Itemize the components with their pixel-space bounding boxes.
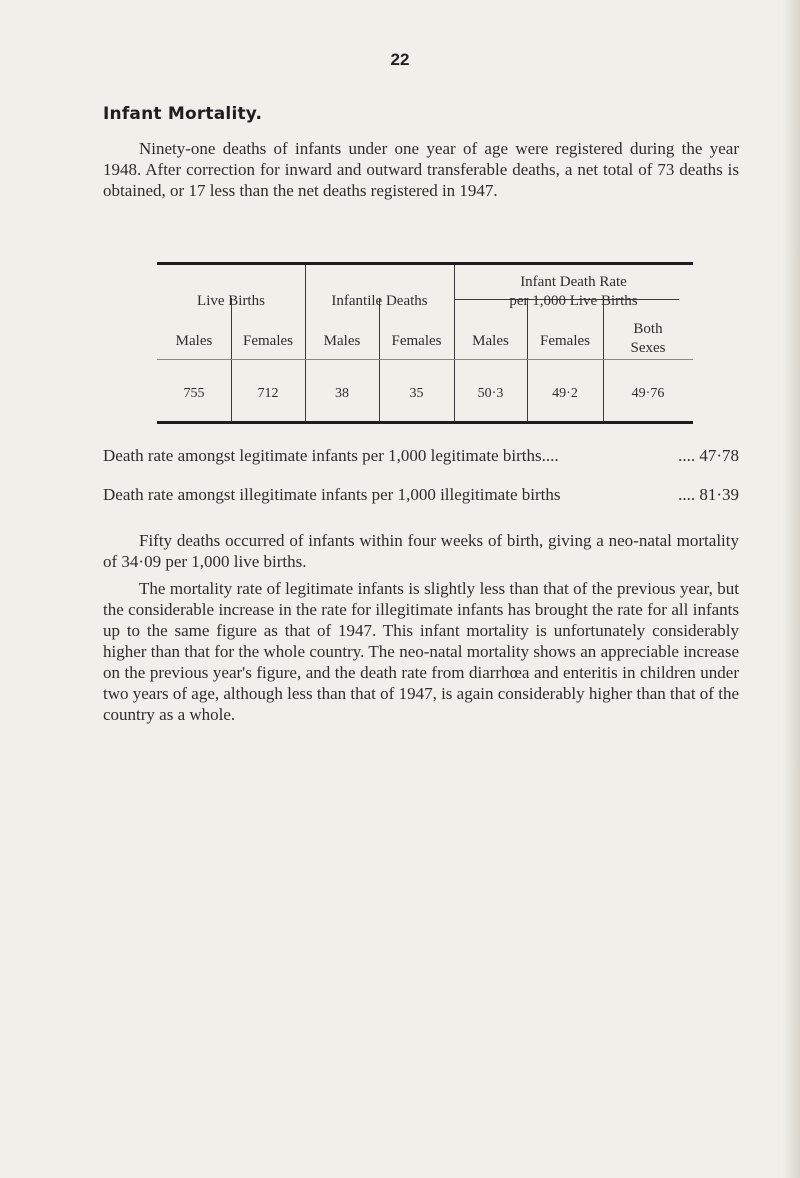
intro-paragraph: Ninety-one deaths of infants under one year of age were registered during the year 1948. After correction for inward and outward transferable deaths, a net total of 73 deaths is obtained, or 17 less than the net deaths registered in 1947. bbox=[103, 139, 739, 200]
table-top-rule bbox=[157, 262, 693, 265]
section-heading: Infant Mortality. bbox=[103, 104, 263, 124]
value-live-births-males: 755 bbox=[183, 386, 205, 401]
subheader-deaths-males: Males bbox=[323, 333, 361, 349]
subheader-live-births-males: Males bbox=[175, 333, 213, 349]
subrule bbox=[157, 359, 693, 360]
infant-mortality-table bbox=[157, 262, 693, 424]
rate-line-value: .... 81·39 bbox=[678, 485, 739, 504]
rate-line-value: .... 47·78 bbox=[678, 446, 739, 465]
subheader-live-births-females: Females bbox=[243, 333, 293, 349]
value-deaths-males: 38 bbox=[335, 386, 349, 401]
value-rate-females: 49·2 bbox=[552, 386, 578, 401]
value-rate-both-sexes: 49·76 bbox=[631, 386, 665, 401]
rate-line-label: Death rate amongst legitimate infants per 1,000 legitimate births.... bbox=[103, 446, 559, 465]
header-infantile-deaths: Infantile Deaths bbox=[331, 293, 428, 309]
value-live-births-females: 712 bbox=[257, 386, 279, 401]
value-deaths-females: 35 bbox=[409, 386, 424, 401]
commentary-paragraph: The mortality rate of legitimate infants is slightly less than that of the previous year, but the considerable increase in the rate for illegitimate infants has brought the rate for all infants up to the same figure as that of 1947. This infant mortality is unfortunately considerably higher than that for the whole country. The neo-natal mortality shows an appreciable increase on the previous year's figure, and the death rate from diarrhœa and enteritis in children under two years of age, although less than that of 1947, is again considerably higher than that of the country as a whole. bbox=[103, 579, 739, 724]
header-live-births: Live Births bbox=[197, 293, 265, 309]
header-rate-line2: per 1,000 Live Births bbox=[509, 293, 638, 309]
rate-line-label: Death rate amongst illegitimate infants per 1,000 illegitimate births bbox=[103, 485, 561, 504]
subheader-rate-males: Males bbox=[472, 333, 509, 349]
subheader-rate-both-line2: Sexes bbox=[630, 340, 666, 356]
value-rate-males: 50·3 bbox=[477, 386, 504, 401]
table-bottom-rule bbox=[157, 421, 693, 424]
header-rate-line1: Infant Death Rate bbox=[520, 274, 627, 290]
subheader-deaths-females: Females bbox=[391, 333, 442, 349]
page-number: 22 bbox=[390, 50, 410, 69]
page-edge-shadow bbox=[782, 0, 800, 1178]
subheader-rate-females: Females bbox=[540, 333, 590, 349]
neo-natal-paragraph: Fifty deaths occurred of infants within four weeks of birth, giving a neo-natal mortality of 34·09 per 1,000 live births. bbox=[103, 531, 739, 571]
subheader-rate-both-line1: Both bbox=[633, 321, 663, 337]
